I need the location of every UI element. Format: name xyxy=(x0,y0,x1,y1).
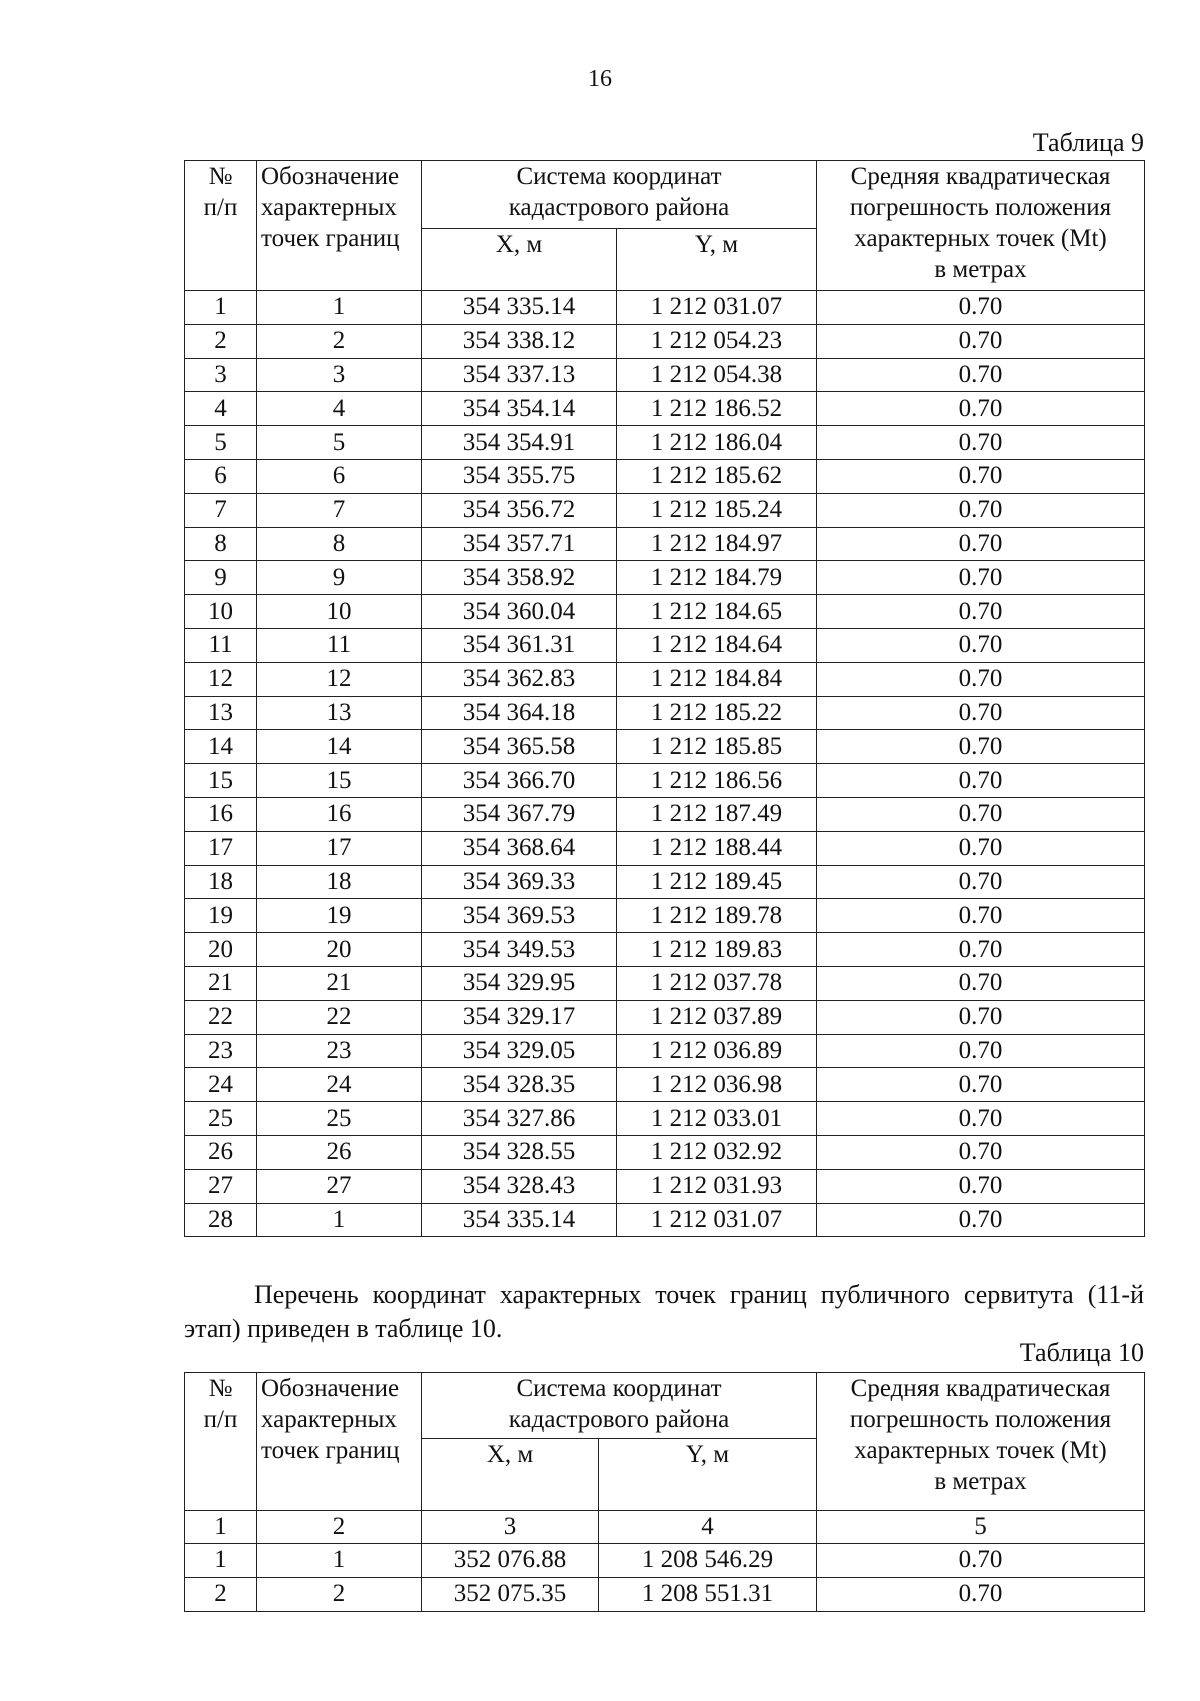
cell-y: 1 212 031.07 xyxy=(617,291,817,325)
table-row xyxy=(185,561,1145,595)
cell-point: 9 xyxy=(257,561,422,595)
cell-index: 13 xyxy=(185,696,257,730)
table9-header-error-line3: характерных точек (Mt) xyxy=(854,225,1107,252)
table9-header-point-name xyxy=(257,161,422,291)
table9-body xyxy=(185,291,1145,1237)
table10-header-error-line2: погрешность положения xyxy=(849,1406,1112,1433)
cell-index: 2 xyxy=(185,1577,257,1611)
cell-mt: 0.70 xyxy=(817,1000,1145,1034)
cell-point: 21 xyxy=(257,966,422,1000)
cell-y: 1 212 036.89 xyxy=(617,1034,817,1068)
cell-y: 1 212 185.24 xyxy=(617,493,817,527)
cell-point: 27 xyxy=(257,1169,422,1203)
cell-mt: 0.70 xyxy=(817,865,1145,899)
cell-mt: 0.70 xyxy=(817,1102,1145,1136)
cell-point: 13 xyxy=(257,696,422,730)
cell-y: 1 212 032.92 xyxy=(617,1135,817,1169)
table10-header-point-name xyxy=(257,1373,422,1511)
table-row xyxy=(185,1102,1145,1136)
cell-point: 25 xyxy=(257,1102,422,1136)
cell-index: 19 xyxy=(185,899,257,933)
cell-index: 21 xyxy=(185,966,257,1000)
cell-point: 23 xyxy=(257,1034,422,1068)
cell-point: 8 xyxy=(257,527,422,561)
cell-index: 24 xyxy=(185,1068,257,1102)
cell-x: 352 075.35 xyxy=(422,1577,599,1611)
cell-index: 20 xyxy=(185,933,257,967)
cell-x: 354 357.71 xyxy=(422,527,617,561)
table-row xyxy=(185,831,1145,865)
cell-mt: 0.70 xyxy=(817,730,1145,764)
cell-index: 27 xyxy=(185,1169,257,1203)
table-row xyxy=(185,662,1145,696)
table-row xyxy=(185,1203,1145,1237)
cell-y: 1 212 184.79 xyxy=(617,561,817,595)
table9-header-index xyxy=(185,161,257,291)
cell-mt: 0.70 xyxy=(817,966,1145,1000)
cell-y: 1 212 037.78 xyxy=(617,966,817,1000)
table9-header-error-line4: в метрах xyxy=(934,256,1027,283)
cell-index: 18 xyxy=(185,865,257,899)
table9-header-x: X, м xyxy=(422,229,617,291)
cell-x: 354 335.14 xyxy=(422,291,617,325)
cell-y: 1 212 184.97 xyxy=(617,527,817,561)
table-row xyxy=(185,764,1145,798)
cell-point: 16 xyxy=(257,797,422,831)
cell-x: 354 367.79 xyxy=(422,797,617,831)
cell-y: 1 212 189.78 xyxy=(617,899,817,933)
cell-index: 1 xyxy=(185,1544,257,1578)
cell-x: 354 360.04 xyxy=(422,595,617,629)
table-row xyxy=(185,966,1145,1000)
cell-mt: 0.70 xyxy=(817,628,1145,662)
cell-point: 5 xyxy=(257,426,422,460)
table10-colnum-2: 2 xyxy=(257,1511,422,1544)
cell-y: 1 212 184.84 xyxy=(617,662,817,696)
table9-header-coord-system xyxy=(422,161,817,229)
cell-index: 1 xyxy=(185,291,257,325)
cell-x: 354 328.35 xyxy=(422,1068,617,1102)
table10-header-coord-system-line2: кадастрового района xyxy=(508,1406,730,1433)
table-row xyxy=(185,459,1145,493)
table-row xyxy=(185,696,1145,730)
cell-index: 17 xyxy=(185,831,257,865)
cell-mt: 0.70 xyxy=(817,291,1145,325)
cell-mt: 0.70 xyxy=(817,933,1145,967)
cell-y: 1 212 185.62 xyxy=(617,459,817,493)
cell-mt: 0.70 xyxy=(817,595,1145,629)
cell-mt: 0.70 xyxy=(817,1034,1145,1068)
cell-x: 352 076.88 xyxy=(422,1544,599,1578)
cell-mt: 0.70 xyxy=(817,561,1145,595)
cell-index: 22 xyxy=(185,1000,257,1034)
table10 xyxy=(184,1372,1145,1612)
table-row xyxy=(185,392,1145,426)
table10-header-point-name-line2: характерных xyxy=(261,1406,397,1433)
cell-mt: 0.70 xyxy=(817,527,1145,561)
cell-x: 354 368.64 xyxy=(422,831,617,865)
table10-header-error-line3: характерных точек (Mt) xyxy=(854,1437,1107,1464)
table9-caption: Таблица 9 xyxy=(1032,128,1144,157)
table-row xyxy=(185,527,1145,561)
cell-mt: 0.70 xyxy=(817,1135,1145,1169)
cell-x: 354 338.12 xyxy=(422,324,617,358)
intro-paragraph xyxy=(184,1278,1144,1346)
cell-mt: 0.70 xyxy=(817,392,1145,426)
cell-point: 20 xyxy=(257,933,422,967)
cell-y: 1 212 186.04 xyxy=(617,426,817,460)
table10-caption: Таблица 10 xyxy=(1019,1338,1144,1367)
table-row xyxy=(185,730,1145,764)
cell-index: 12 xyxy=(185,662,257,696)
table10-colnum-4: 4 xyxy=(599,1511,817,1544)
cell-x: 354 329.05 xyxy=(422,1034,617,1068)
cell-y: 1 212 186.52 xyxy=(617,392,817,426)
table9-header-index-line2: п/п xyxy=(203,194,238,221)
cell-y: 1 212 054.23 xyxy=(617,324,817,358)
cell-point: 12 xyxy=(257,662,422,696)
cell-index: 8 xyxy=(185,527,257,561)
cell-mt: 0.70 xyxy=(817,797,1145,831)
table-row xyxy=(185,628,1145,662)
cell-x: 354 327.86 xyxy=(422,1102,617,1136)
table10-colnum-1: 1 xyxy=(185,1511,257,1544)
table10-colnum-5: 5 xyxy=(817,1511,1145,1544)
cell-x: 354 329.95 xyxy=(422,966,617,1000)
cell-index: 25 xyxy=(185,1102,257,1136)
cell-point: 11 xyxy=(257,628,422,662)
cell-mt: 0.70 xyxy=(817,899,1145,933)
cell-mt: 0.70 xyxy=(817,1544,1145,1578)
cell-mt: 0.70 xyxy=(817,493,1145,527)
cell-index: 14 xyxy=(185,730,257,764)
cell-y: 1 212 031.07 xyxy=(617,1203,817,1237)
table-row xyxy=(185,865,1145,899)
cell-point: 14 xyxy=(257,730,422,764)
cell-index: 10 xyxy=(185,595,257,629)
cell-y: 1 212 184.65 xyxy=(617,595,817,629)
cell-y: 1 212 189.83 xyxy=(617,933,817,967)
table9-header-index-line1: № xyxy=(208,163,233,190)
cell-point: 2 xyxy=(257,1577,422,1611)
table10-header-error-line4: в метрах xyxy=(934,1468,1027,1495)
cell-x: 354 355.75 xyxy=(422,459,617,493)
intro-paragraph-text: Перечень координат характерных точек границ публичного сервитута (11-й этап) приведен в таблице 10. xyxy=(184,1280,1144,1343)
cell-mt: 0.70 xyxy=(817,764,1145,798)
cell-index: 4 xyxy=(185,392,257,426)
cell-mt: 0.70 xyxy=(817,358,1145,392)
cell-x: 354 366.70 xyxy=(422,764,617,798)
cell-mt: 0.70 xyxy=(817,662,1145,696)
cell-x: 354 369.53 xyxy=(422,899,617,933)
table9-header-error-line1: Средняя квадратическая xyxy=(850,163,1111,190)
table10-header-index-line1: № xyxy=(208,1375,233,1402)
cell-mt: 0.70 xyxy=(817,1068,1145,1102)
cell-point: 1 xyxy=(257,1203,422,1237)
cell-mt: 0.70 xyxy=(817,324,1145,358)
cell-y: 1 212 036.98 xyxy=(617,1068,817,1102)
cell-x: 354 361.31 xyxy=(422,628,617,662)
cell-point: 22 xyxy=(257,1000,422,1034)
cell-index: 16 xyxy=(185,797,257,831)
cell-point: 17 xyxy=(257,831,422,865)
table-row xyxy=(185,899,1145,933)
cell-point: 3 xyxy=(257,358,422,392)
table10-header-point-name-line1: Обозначение xyxy=(261,1375,400,1402)
page-number: 16 xyxy=(588,66,612,92)
cell-x: 354 328.43 xyxy=(422,1169,617,1203)
cell-x: 354 337.13 xyxy=(422,358,617,392)
cell-x: 354 335.14 xyxy=(422,1203,617,1237)
cell-index: 23 xyxy=(185,1034,257,1068)
cell-index: 3 xyxy=(185,358,257,392)
cell-index: 11 xyxy=(185,628,257,662)
table-row xyxy=(185,324,1145,358)
cell-x: 354 354.14 xyxy=(422,392,617,426)
table10-colnum-3: 3 xyxy=(422,1511,599,1544)
cell-point: 4 xyxy=(257,392,422,426)
cell-index: 26 xyxy=(185,1135,257,1169)
cell-point: 7 xyxy=(257,493,422,527)
table-row xyxy=(185,426,1145,460)
table10-body xyxy=(185,1544,1145,1612)
cell-mt: 0.70 xyxy=(817,459,1145,493)
cell-y: 1 212 033.01 xyxy=(617,1102,817,1136)
table-row xyxy=(185,1544,1145,1578)
cell-x: 354 356.72 xyxy=(422,493,617,527)
table10-header-error xyxy=(817,1373,1145,1511)
table-row xyxy=(185,1169,1145,1203)
cell-x: 354 365.58 xyxy=(422,730,617,764)
cell-point: 6 xyxy=(257,459,422,493)
cell-y: 1 212 186.56 xyxy=(617,764,817,798)
table-row xyxy=(185,493,1145,527)
cell-mt: 0.70 xyxy=(817,831,1145,865)
cell-y: 1 212 185.22 xyxy=(617,696,817,730)
cell-point: 26 xyxy=(257,1135,422,1169)
cell-x: 354 364.18 xyxy=(422,696,617,730)
cell-point: 15 xyxy=(257,764,422,798)
cell-mt: 0.70 xyxy=(817,1203,1145,1237)
cell-x: 354 328.55 xyxy=(422,1135,617,1169)
cell-point: 2 xyxy=(257,324,422,358)
table-row xyxy=(185,1034,1145,1068)
cell-y: 1 212 187.49 xyxy=(617,797,817,831)
cell-mt: 0.70 xyxy=(817,426,1145,460)
table9-header-point-name-line2: характерных xyxy=(261,194,397,221)
table9-header-y: Y, м xyxy=(617,229,817,291)
table10-header-index-line2: п/п xyxy=(203,1406,238,1433)
cell-x: 354 354.91 xyxy=(422,426,617,460)
cell-mt: 0.70 xyxy=(817,1169,1145,1203)
cell-y: 1 212 054.38 xyxy=(617,358,817,392)
cell-point: 19 xyxy=(257,899,422,933)
table-row xyxy=(185,595,1145,629)
cell-y: 1 208 546.29 xyxy=(599,1544,817,1578)
cell-y: 1 212 037.89 xyxy=(617,1000,817,1034)
cell-point: 1 xyxy=(257,291,422,325)
table-row xyxy=(185,933,1145,967)
table10-header-error-line1: Средняя квадратическая xyxy=(850,1375,1111,1402)
table-row xyxy=(185,291,1145,325)
table10-header-coord-system xyxy=(422,1373,817,1439)
cell-point: 24 xyxy=(257,1068,422,1102)
cell-index: 5 xyxy=(185,426,257,460)
cell-index: 7 xyxy=(185,493,257,527)
table10-header-y: Y, м xyxy=(599,1439,817,1511)
table10-header-index xyxy=(185,1373,257,1511)
table9-header-error xyxy=(817,161,1145,291)
cell-index: 2 xyxy=(185,324,257,358)
cell-y: 1 212 185.85 xyxy=(617,730,817,764)
cell-y: 1 212 188.44 xyxy=(617,831,817,865)
table10-header-coord-system-line1: Система координат xyxy=(516,1375,722,1402)
table10-header-x: X, м xyxy=(422,1439,599,1511)
table9 xyxy=(184,160,1145,1237)
table-row xyxy=(185,358,1145,392)
cell-mt: 0.70 xyxy=(817,696,1145,730)
table9-header-coord-system-line1: Система координат xyxy=(516,163,722,190)
cell-y: 1 212 189.45 xyxy=(617,865,817,899)
cell-x: 354 329.17 xyxy=(422,1000,617,1034)
cell-x: 354 358.92 xyxy=(422,561,617,595)
table9-header-error-line2: погрешность положения xyxy=(849,194,1112,221)
cell-index: 28 xyxy=(185,1203,257,1237)
cell-index: 9 xyxy=(185,561,257,595)
cell-y: 1 212 031.93 xyxy=(617,1169,817,1203)
cell-point: 1 xyxy=(257,1544,422,1578)
table-row xyxy=(185,1577,1145,1611)
cell-x: 354 369.33 xyxy=(422,865,617,899)
table-row xyxy=(185,1135,1145,1169)
table9-header-coord-system-line2: кадастрового района xyxy=(508,194,730,221)
table10-column-numbers xyxy=(185,1511,1145,1544)
cell-index: 6 xyxy=(185,459,257,493)
table-row xyxy=(185,1068,1145,1102)
cell-point: 18 xyxy=(257,865,422,899)
cell-point: 10 xyxy=(257,595,422,629)
table-row xyxy=(185,797,1145,831)
cell-index: 15 xyxy=(185,764,257,798)
cell-y: 1 212 184.64 xyxy=(617,628,817,662)
table-row xyxy=(185,1000,1145,1034)
table9-header-point-name-line1: Обозначение xyxy=(261,163,400,190)
cell-mt: 0.70 xyxy=(817,1577,1145,1611)
cell-x: 354 349.53 xyxy=(422,933,617,967)
table9-header-point-name-line3: точек границ xyxy=(261,225,400,252)
cell-y: 1 208 551.31 xyxy=(599,1577,817,1611)
table10-header-point-name-line3: точек границ xyxy=(261,1437,400,1464)
cell-x: 354 362.83 xyxy=(422,662,617,696)
